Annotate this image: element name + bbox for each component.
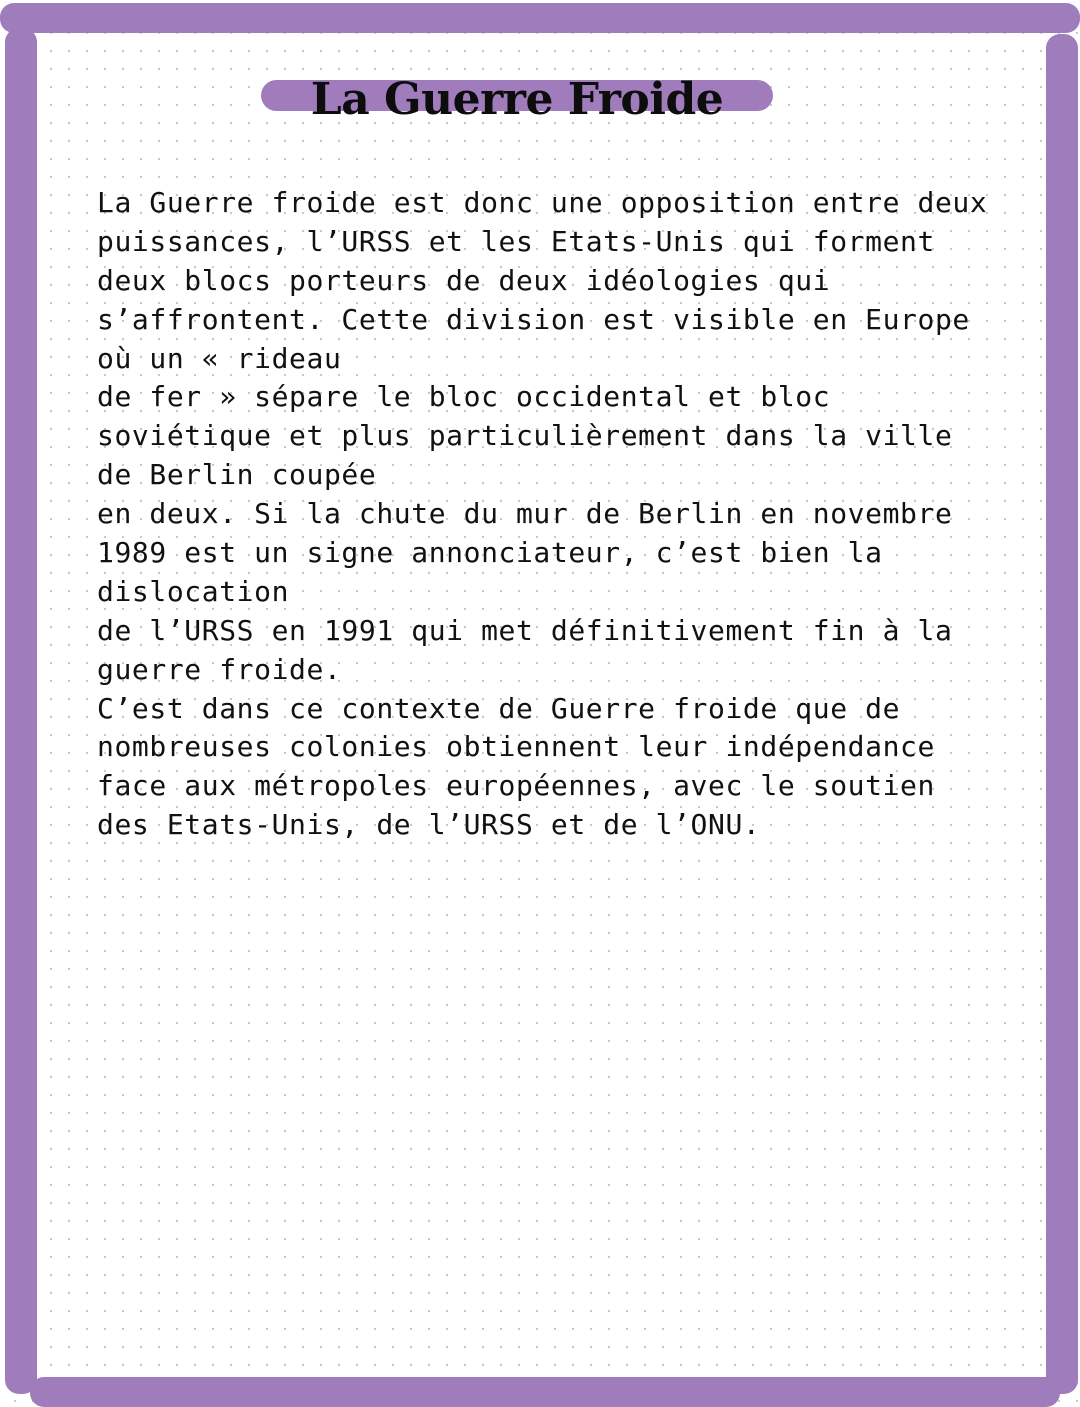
frame-left-border (5, 28, 37, 1394)
text-line: soviétique et plus particulièrement dans la ville (97, 419, 953, 453)
text-line: de l’URSS en 1991 qui met définitivement fin à la (97, 613, 953, 647)
frame-right-border (1046, 34, 1078, 1394)
text-line: puissances, l’URSS et les Etats-Unis qui forment (97, 224, 935, 258)
page-title: La Guerre Froide (310, 74, 724, 125)
text-line: des Etats-Unis, de l’URSS et de l’ONU. (97, 808, 761, 842)
text-line: guerre froide. (97, 652, 342, 686)
text-line: de fer » sépare le bloc occidental et bloc (97, 380, 831, 414)
text-line: 1989 est un signe annonciateur, c’est bien la (97, 536, 883, 570)
frame-bottom-border (30, 1377, 1060, 1407)
frame-top-border (0, 3, 1080, 33)
text-line: où un « rideau (97, 341, 342, 375)
text-line: de Berlin coupée (97, 458, 377, 492)
text-line: face aux métropoles européennes, avec le soutien (97, 769, 935, 803)
text-line: en deux. Si la chute du mur de Berlin en novembre (97, 497, 953, 531)
text-line: La Guerre froide est donc une opposition entre deux (97, 186, 988, 219)
body-text (97, 184, 997, 845)
text-line: C’est dans ce contexte de Guerre froide que de (97, 691, 901, 725)
text-line: dislocation (97, 574, 290, 608)
text-line: deux blocs porteurs de deux idéologies qui (97, 263, 831, 297)
text-line: nombreuses colonies obtiennent leur indépendance (97, 730, 935, 764)
text-line: s’affrontent. Cette division est visible en Europe (97, 302, 970, 336)
